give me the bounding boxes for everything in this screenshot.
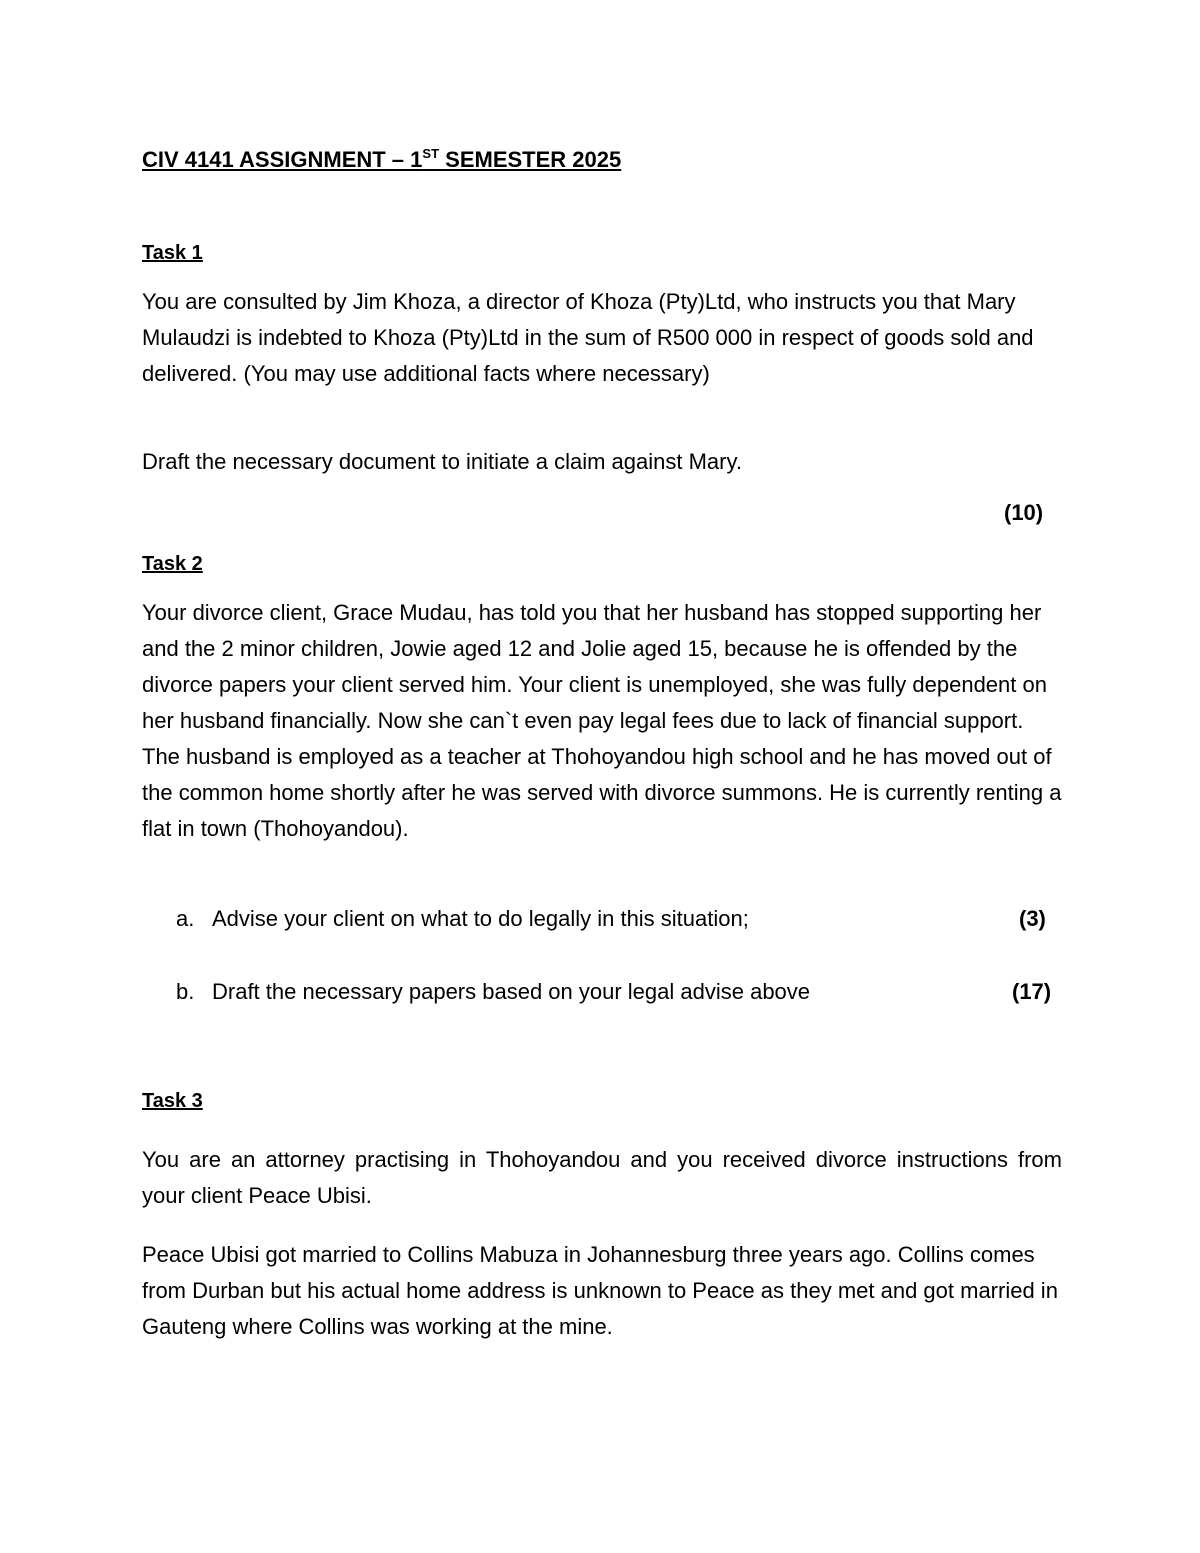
task-3-heading: Task 3 (142, 1090, 203, 1112)
task-2-heading: Task 2 (142, 553, 203, 575)
task-2-item-b-marks: (17) (1012, 979, 1052, 1004)
task-2-item-a-marks: (3) (1019, 906, 1046, 931)
document-title (142, 146, 621, 173)
item-b-letter: b. (176, 979, 195, 1004)
title-prefix: CIV 4141 ASSIGNMENT – 1 (142, 147, 423, 172)
task-2-item-b (176, 974, 810, 1010)
title-suffix: SEMESTER 2025 (439, 147, 622, 172)
task-2-item-a (176, 901, 749, 937)
task-1-paragraph: You are consulted by Jim Khoza, a director of Khoza (Pty)Ltd, who instructs you that Mary Mulaudzi is indebted to Khoza (Pty)Ltd in the sum of R500 000 in respect of goods sold and delivered. (You may use additional facts where necessary) (142, 289, 1034, 386)
item-a-letter: a. (176, 906, 195, 931)
task-2-paragraph: Your divorce client, Grace Mudau, has told you that her husband has stopped supporting her and the 2 minor children, Jowie aged 12 and Jolie aged 15, because he is offended by the divorce papers your client served him. Your client is unemployed, she was fully dependent on her husband financially. Now she can`t even pay legal fees due to lack of financial support. The husband is employed as a teacher at Thohoyandou high school and he has moved out of the common home shortly after he was served with divorce summons. He is currently renting a flat in town (Thohoyandou). (142, 600, 1062, 841)
task-3-paragraph-1: You are an attorney practising in Thohoyandou and you received divorce instructions from your client Peace Ubisi. (142, 1147, 1062, 1208)
task-1-heading: Task 1 (142, 242, 203, 264)
task-3-paragraph-2: Peace Ubisi got married to Collins Mabuza in Johannesburg three years ago. Collins comes from Durban but his actual home address is unknown to Peace as they met and got married in Gauteng where Collins was working at the mine. (142, 1242, 1058, 1339)
title-superscript: ST (422, 146, 440, 161)
task-1-instruction: Draft the necessary document to initiate a claim against Mary. (142, 449, 742, 474)
item-b-text: Draft the necessary papers based on your legal advise above (212, 979, 811, 1004)
task-1-marks: (10) (1004, 500, 1044, 525)
item-a-text: Advise your client on what to do legally in this situation; (212, 906, 749, 931)
